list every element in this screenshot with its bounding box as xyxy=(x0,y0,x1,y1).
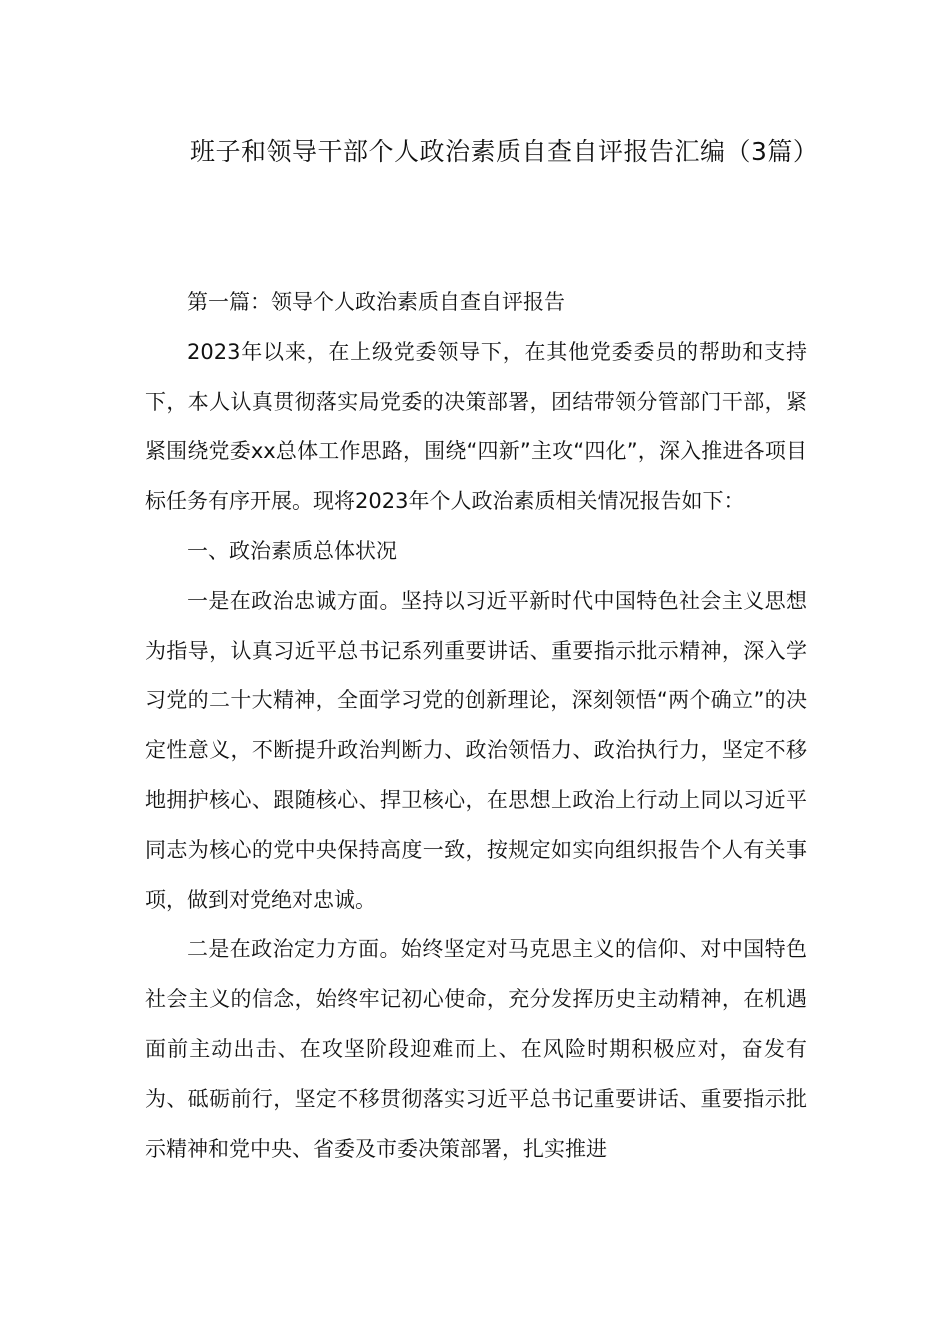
section-heading-overall-status: 一、政治素质总体状况 xyxy=(187,538,397,563)
intro-paragraph: 2023年以来，在上级党委领导下，在其他党委委员的帮助和支持下，本人认真贯彻落实局党委的决策部署，团结带领分管部门干部，紧紧围绕党委xx总体工作思路，围绕“四新”主攻“四化”，深入推进各项目标任务有序开展。现将2023年个人政治素质相关情况报告如下： xyxy=(145,339,807,514)
document-body xyxy=(145,278,807,1174)
document-title: 班子和领导干部个人政治素质自查自评报告汇编（3篇） xyxy=(190,137,819,166)
section-heading-part-one: 第一篇：领导个人政治素质自查自评报告 xyxy=(187,290,565,314)
paragraph-political-loyalty: 一是在政治忠诚方面。坚持以习近平新时代中国特色社会主义思想为指导，认真习近平总书记系列重要讲话、重要指示批示精神，深入学习党的二十大精神，全面学习党的创新理论，深刻领悟“两个确立”的决定性意义，不断提升政治判断力、政治领悟力、政治执行力，坚定不移地拥护核心、跟随核心、捍卫核心，在思想上政治上行动上同以习近平同志为核心的党中央保持高度一致，按规定如实向组织报告个人有关事项，做到对党绝对忠诚。 xyxy=(145,588,807,912)
paragraph-political-resolve: 二是在政治定力方面。始终坚定对马克思主义的信仰、对中国特色社会主义的信念，始终牢记初心使命，充分发挥历史主动精神，在机遇面前主动出击、在攻坚阶段迎难而上、在风险时期积极应对，奋发有为、砥砺前行，坚定不移贯彻落实习近平总书记重要讲话、重要指示批示精神和党中央、省委及市委决策部署，扎实推进 xyxy=(145,937,807,1161)
